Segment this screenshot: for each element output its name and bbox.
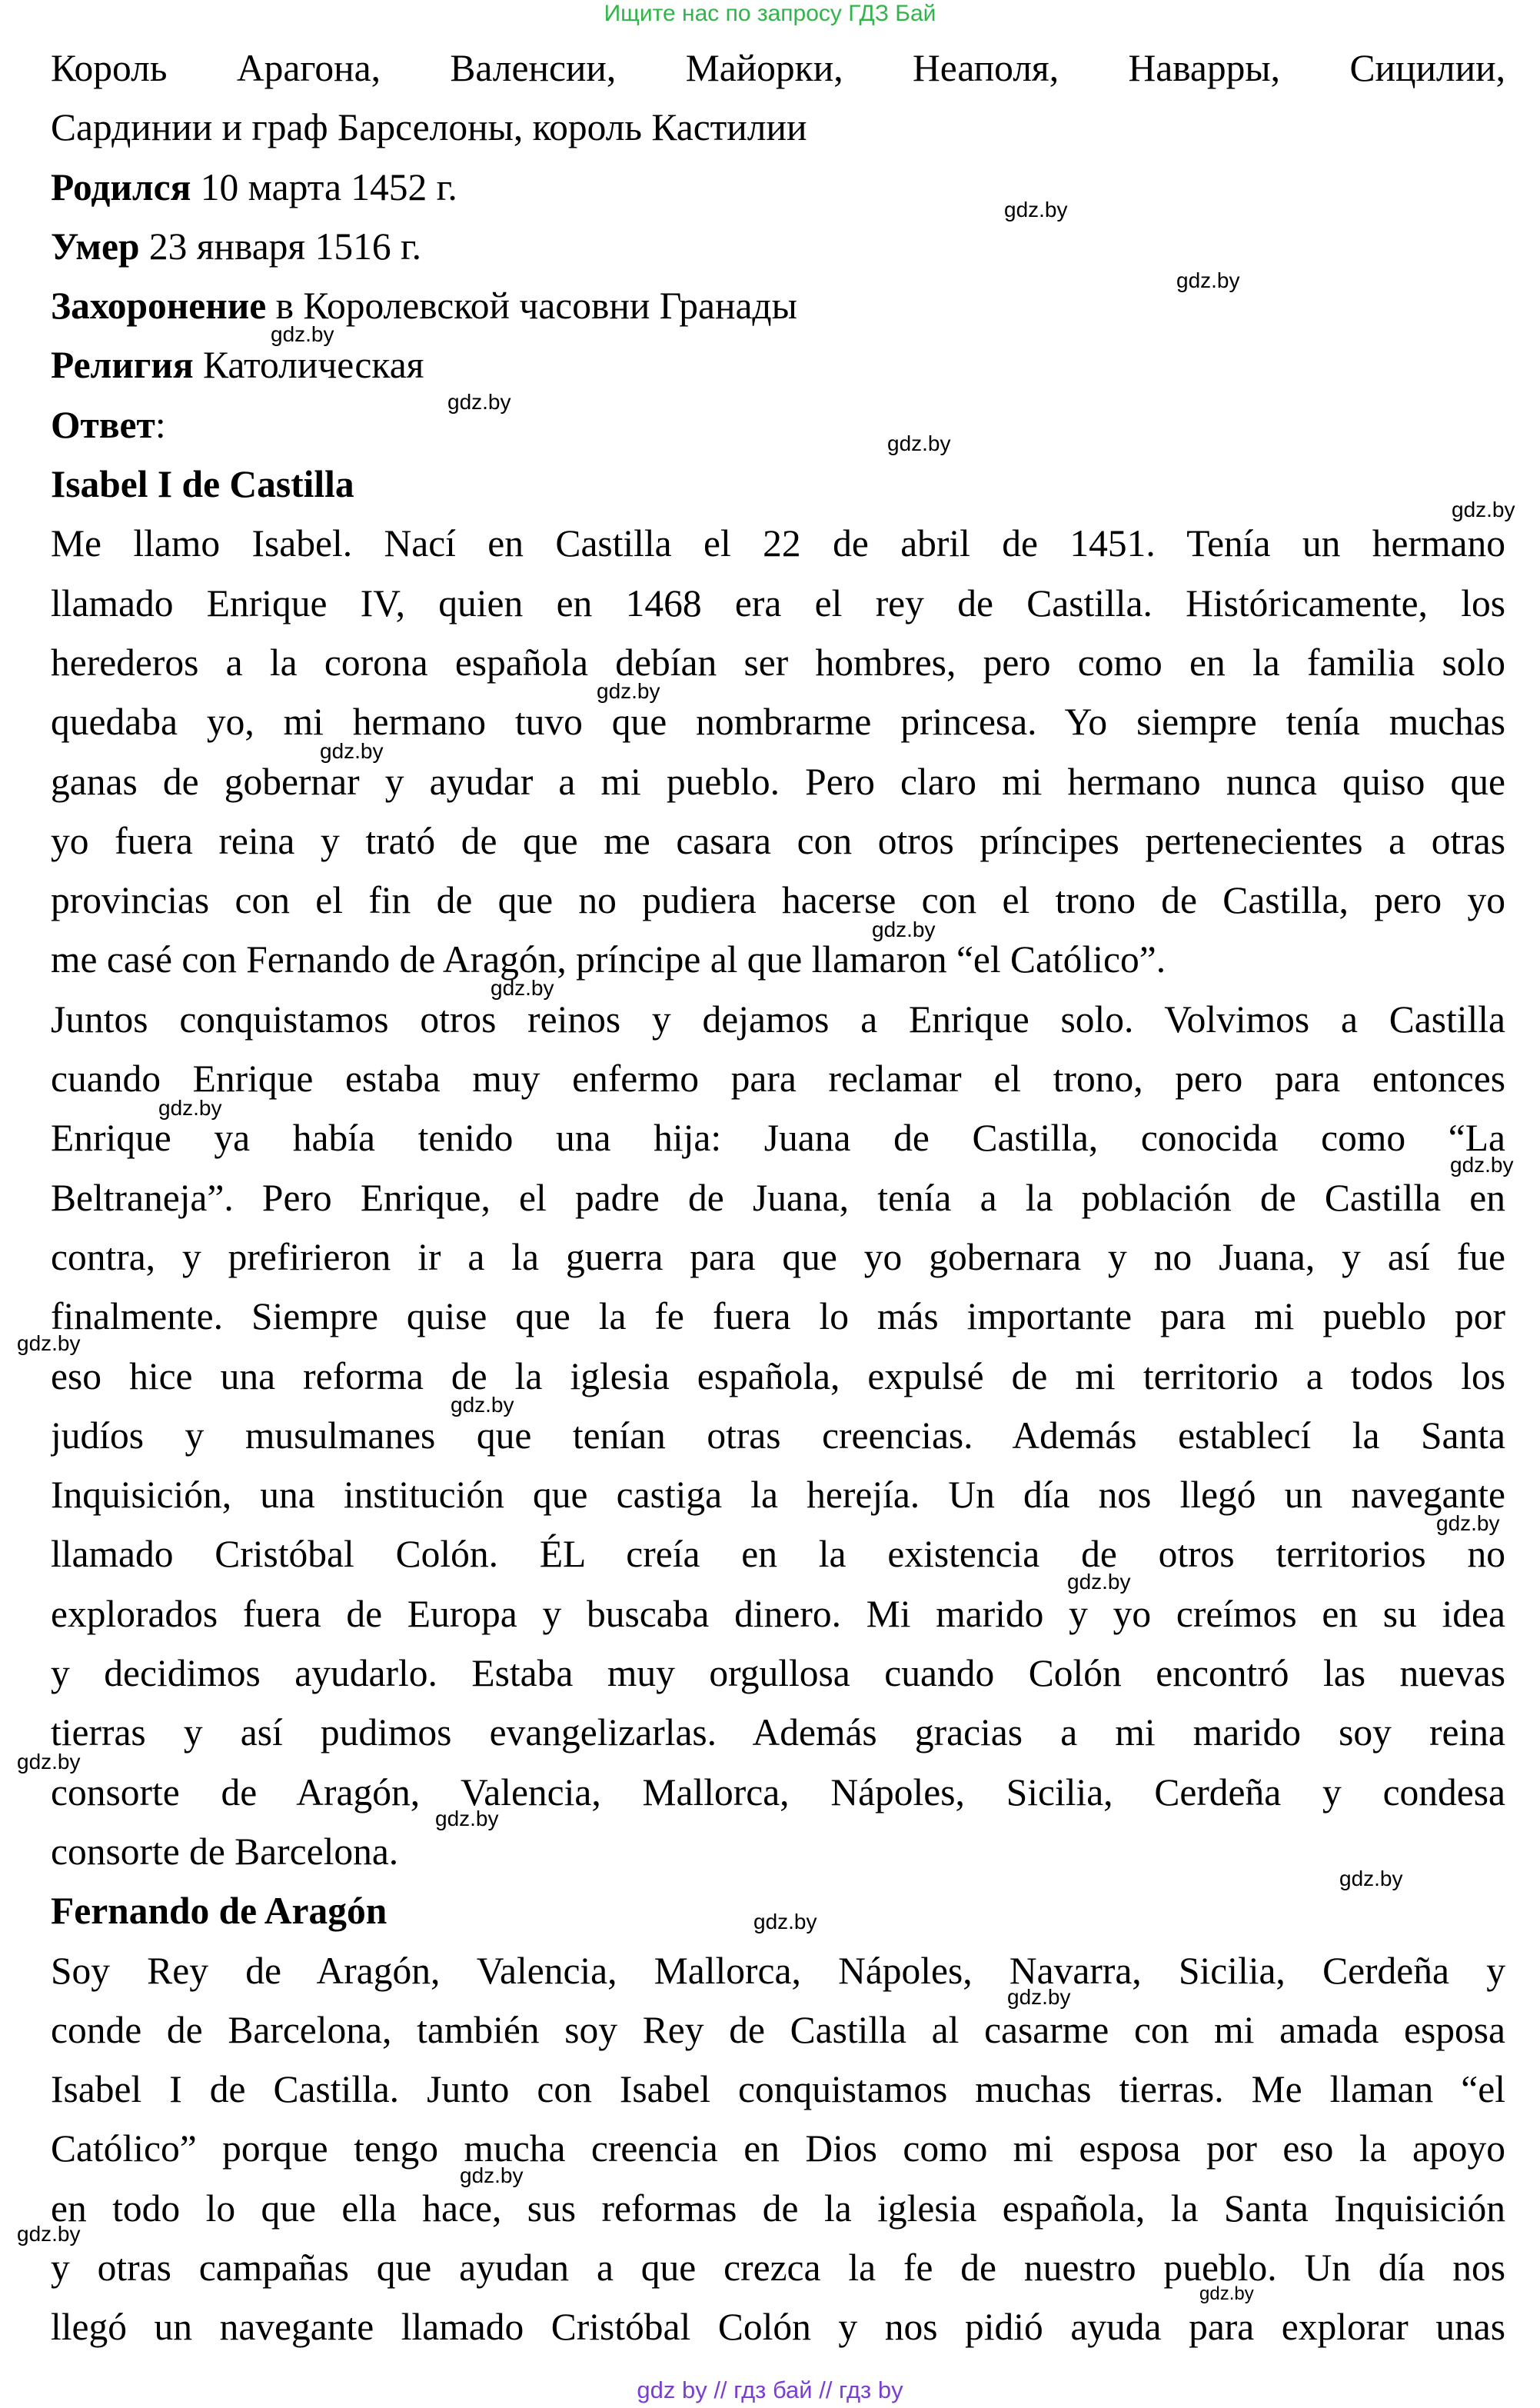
watermark-text: gdz.by xyxy=(1450,1153,1514,1177)
watermark-text: gdz.by xyxy=(597,679,660,703)
fernando-paragraph xyxy=(51,1941,1505,2357)
died-row xyxy=(51,217,1505,276)
answer-label: Ответ xyxy=(51,403,155,446)
isabel-line: Enrique ya había tenido una hija: Juana de Castilla, conocida como “La xyxy=(51,1117,1505,1160)
watermark-text: gdz.by xyxy=(17,1331,81,1355)
religion-row xyxy=(51,335,1505,395)
isabel-heading xyxy=(51,455,1505,514)
isabel-line: quedaba yo, mi hermano tuvo que nombrarme princesa. Yo siempre tenía muchas xyxy=(51,701,1505,744)
died-value: 23 января 1516 г. xyxy=(139,225,422,268)
religion-label: Религия xyxy=(51,344,194,387)
isabel-line: consorte de Barcelona. xyxy=(51,1830,399,1873)
burial-value: в Королевской часовни Гранады xyxy=(266,285,797,328)
born-label: Родился xyxy=(51,165,191,208)
watermark-text: gdz.by xyxy=(17,2222,81,2246)
fernando-heading-text: Fernando de Aragón xyxy=(51,1890,387,1933)
isabel-line: tierras y así pudimos evangelizarlas. Además gracias a mi marido soy reina xyxy=(51,1711,1505,1754)
isabel-line: llamado Enrique IV, quien en 1468 era el rey de Castilla. Históricamente, los xyxy=(51,581,1505,624)
fernando-line: Soy Rey de Aragón, Valencia, Mallorca, Nápoles, Navarra, Sicilia, Cerdeña y xyxy=(51,1949,1505,1992)
isabel-line: herederos a la corona española debían ser hombres, pero como en la familia solo xyxy=(51,641,1505,684)
fernando-line: y otras campañas que ayudan a que crezca la fe de nuestro pueblo. Un día nos xyxy=(51,2246,1505,2289)
watermark-text: gdz.by xyxy=(1007,1985,1071,2009)
isabel-line: provincias con el fin de que no pudiera hacerse con el trono de Castilla, pero yo xyxy=(51,879,1505,922)
isabel-line: Beltraneja”. Pero Enrique, el padre de Juana, tenía a la población de Castilla en xyxy=(51,1176,1505,1219)
watermark-text: gdz.by xyxy=(451,1393,514,1417)
watermark-text: gdz.by xyxy=(1436,1511,1500,1535)
answer-colon: : xyxy=(155,403,166,446)
watermark-text: gdz.by xyxy=(1004,198,1068,221)
fernando-line: conde de Barcelona, también soy Rey de Castilla al casarme con mi amada esposa xyxy=(51,2008,1505,2051)
footer-banner: gdz by // гдз бай // гдз by xyxy=(637,2376,903,2403)
fernando-line: Católico” porque tengo mucha creencia en Dios como mi esposa por eso la apoyo xyxy=(51,2127,1505,2170)
isabel-line: eso hice una reforma de la iglesia española, expulsé de mi territorio a todos los xyxy=(51,1354,1505,1397)
watermark-text: gdz.by xyxy=(753,1910,817,1933)
isabel-line: Juntos conquistamos otros reinos y dejamos a Enrique solo. Volvimos a Castilla xyxy=(51,998,1505,1041)
isabel-line: consorte de Aragón, Valencia, Mallorca, Nápoles, Sicilia, Cerdeña y condesa xyxy=(51,1770,1505,1813)
religion-value: Католическая xyxy=(193,344,424,387)
isabel-line: Inquisición, una institución que castiga la herejía. Un día nos llegó un navegante xyxy=(51,1474,1505,1517)
header-banner: Ищите нас по запросу ГДЗ Бай xyxy=(604,1,936,26)
isabel-line: judíos y musulmanes que tenían otras creencias. Además establecí la Santa xyxy=(51,1414,1505,1457)
watermark-text: gdz.by xyxy=(887,431,951,455)
isabel-line: llamado Cristóbal Colón. ÉL creía en la existencia de otros territorios no xyxy=(51,1533,1505,1576)
watermark-text: gdz.by xyxy=(872,918,936,941)
burial-label: Захоронение xyxy=(51,285,267,328)
born-row xyxy=(51,158,1505,217)
watermark-text: gdz.by xyxy=(460,2163,524,2187)
watermark-text: gdz.by xyxy=(1176,268,1240,292)
answer-row xyxy=(51,395,1505,455)
fernando-line: Isabel I de Castilla. Junto con Isabel conquistamos muchas tierras. Me llaman “el xyxy=(51,2068,1505,2111)
watermark-text: gdz.by xyxy=(17,1750,81,1774)
watermark-text: gdz.by xyxy=(435,1807,499,1830)
watermark-text: gdz.by xyxy=(158,1096,222,1120)
watermark-text: gdz.by xyxy=(447,390,511,414)
isabel-line: explorados fuera de Europa y buscaba dinero. Mi marido y yo creímos en su idea xyxy=(51,1592,1505,1635)
isabel-heading-text: Isabel I de Castilla xyxy=(51,463,354,506)
isabel-line: y decidimos ayudarlo. Estaba muy orgullosa cuando Colón encontró las nuevas xyxy=(51,1652,1505,1695)
isabel-line: yo fuera reina y trató de que me casara con otros príncipes pertenecientes a otras xyxy=(51,819,1505,862)
document-body xyxy=(51,38,1505,2357)
burial-row xyxy=(51,276,1505,335)
isabel-line: cuando Enrique estaba muy enfermo para reclamar el trono, pero para entonces xyxy=(51,1057,1505,1101)
watermark-text: gdz.by xyxy=(1199,2283,1254,2304)
watermark-text: gdz.by xyxy=(271,322,334,346)
watermark-text: gdz.by xyxy=(1452,498,1515,521)
isabel-line: finalmente. Siempre quise que la fe fuera lo más importante para mi pueblo por xyxy=(51,1295,1505,1338)
isabel-paragraph xyxy=(51,514,1505,1881)
isabel-line: me casé con Fernando de Aragón, príncipe al que llamaron “el Católico”. xyxy=(51,938,1166,981)
isabel-line: contra, y prefirieron ir a la guerra para que yo gobernara y no Juana, y así fue xyxy=(51,1235,1505,1278)
watermark-text: gdz.by xyxy=(320,739,384,763)
watermark-text: gdz.by xyxy=(491,976,554,1000)
info-title-line: Король Арагона, Валенсии, Майорки, Неаполя, Наварры, Сицилии, xyxy=(51,47,1505,89)
fernando-line: llegó un navegante llamado Cristóbal Colón y nos pidió ayuda para explorar unas xyxy=(51,2306,1505,2349)
died-label: Умер xyxy=(51,225,140,268)
fernando-line: en todo lo que ella hace, sus reformas de la iglesia española, la Santa Inquisición xyxy=(51,2187,1505,2230)
watermark-text: gdz.by xyxy=(1339,1867,1403,1890)
isabel-line: ganas de gobernar y ayudar a mi pueblo. Pero claro mi hermano nunca quiso que xyxy=(51,760,1505,803)
info-title-line: Сардинии и граф Барселоны, король Кастилии xyxy=(51,106,807,149)
watermark-text: gdz.by xyxy=(1067,1570,1131,1594)
isabel-line: Me llamo Isabel. Nací en Castilla el 22 de abril de 1451. Tenía un hermano xyxy=(51,522,1505,565)
born-value: 10 марта 1452 г. xyxy=(191,165,457,208)
